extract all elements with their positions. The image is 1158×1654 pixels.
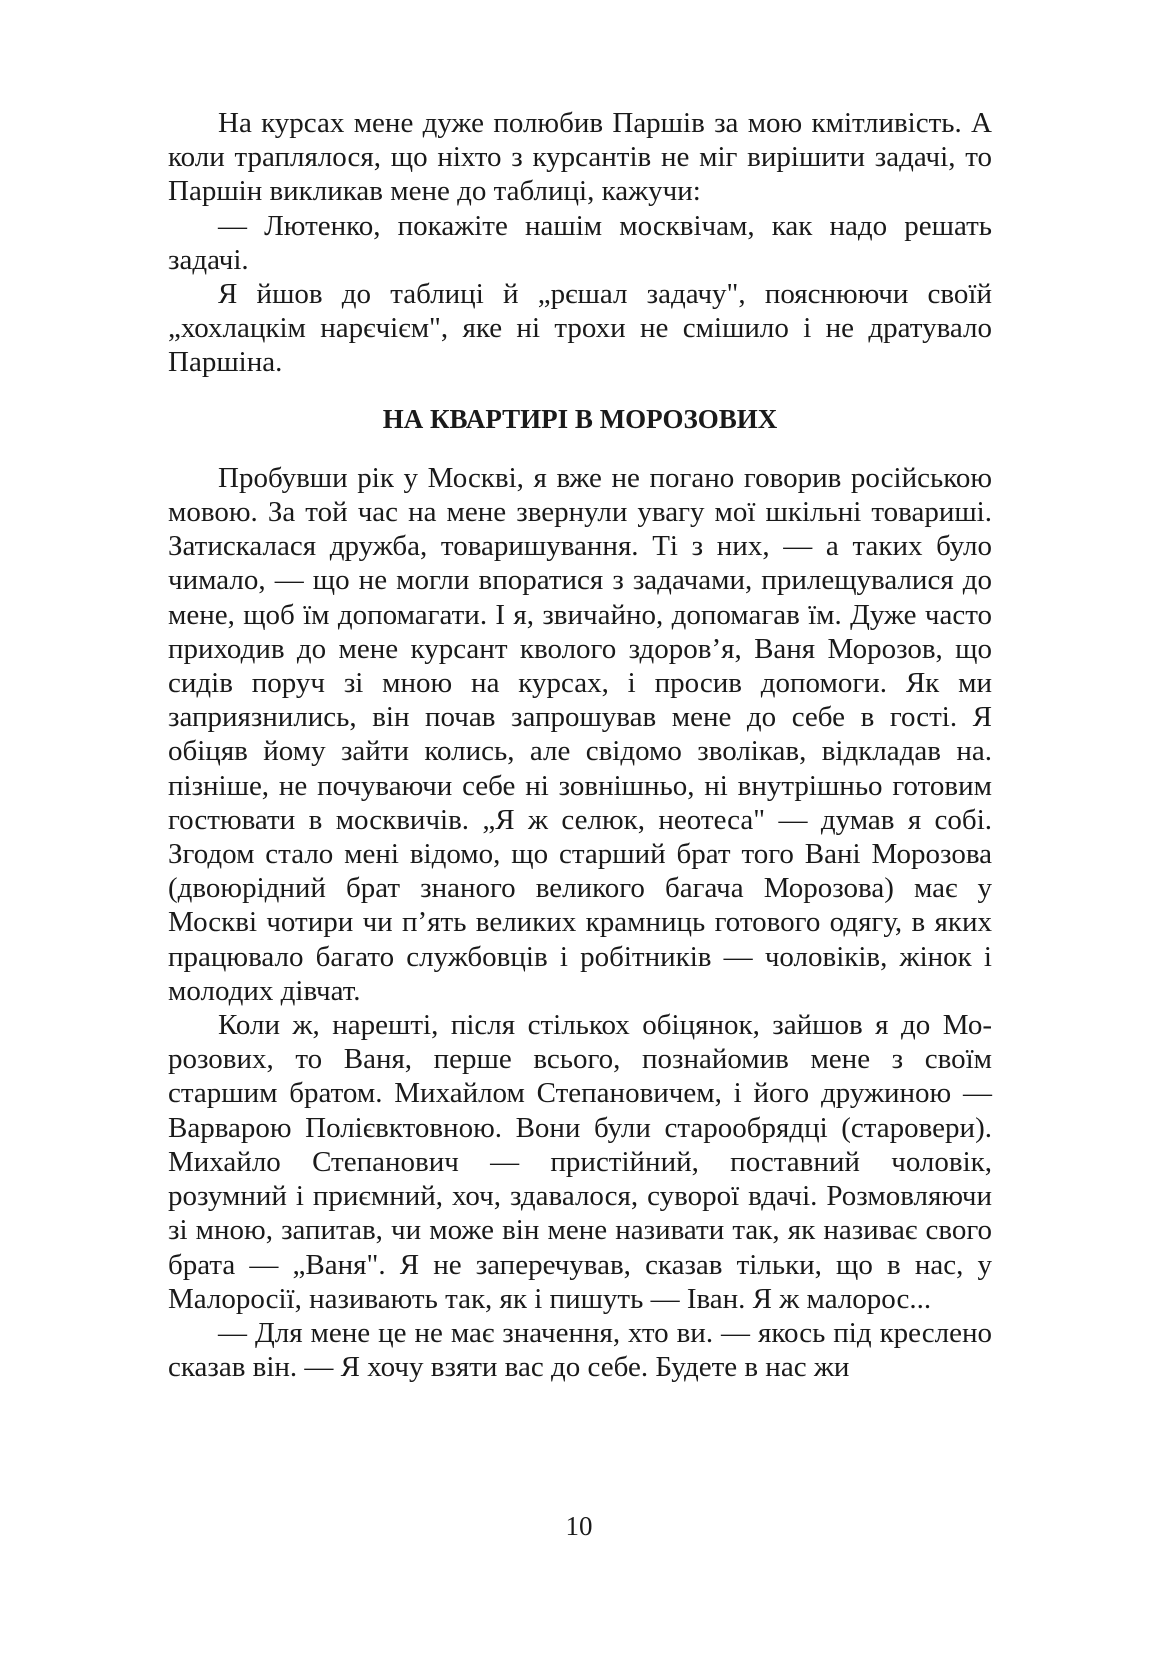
paragraph: На курсах мене дуже полюбив Паршів за мою кмітливість. А коли траплялося, що ніхто з курсантів не міг вирішити задачі, то Паршін викликав мене до таблиці, кажучи: xyxy=(168,107,992,208)
paragraph: — Для мене це не має значення, хто ви. — якось під креслено сказав він. — Я хочу взяти вас до себе. Будете в нас жи xyxy=(168,1316,992,1384)
paragraph: — Лютенко, покажіте нашім москвічам, как надо решать задачі. xyxy=(168,209,992,276)
paragraph: Я йшов до таблиці й „рєшал задачу", пояснюючи своїй „хохлацкім нарєчієм", яке ні трохи не смішило і не дратувало Паршіна. xyxy=(168,278,992,379)
text-body xyxy=(168,106,992,1384)
section-heading: НА КВАРТИРІ В МОРОЗОВИХ xyxy=(382,403,778,434)
paragraph: Пробувши рік у Москві, я вже не погано говорив російською мовою. За той час на мене звернули увагу мої шкільні товариші. Затискалася дружба, товаришування. Ті з них, — а таких було чимало, — що не могли впоратися з задачами, прилещувалися до мене, щоб їм допомагати. І я, звичайно, допомагав їм. Дуже часто приходив до мене курсант кволого здоров’я, Ваня Морозов, що сидів поруч зі мною на курсах, і просив допомоги. Як ми заприязнились, він почав запрошував мене до себе в гості. Я обіцяв йому зайти колись, але свідомо зволікав, відкладав на. пізніше, не почуваючи себе ні зовнішньо, ні внутрішньо готовим гостювати в москвичів. „Я ж селюк, неотеса" — думав я собі. Згодом стало мені відомо, що старший брат того Вані Морозова (двоюрідний брат знаного великого багача Морозова) має у Москві чотири чи п’ять великих крамниць готового одягу, в яких працювало багато службовців і робітників — чоловіків, жінок і молодих дівчат. xyxy=(168,461,992,1007)
page-number: 10 xyxy=(565,1511,593,1541)
paragraph: Коли ж, нарешті, після стількох обіцянок, зайшов я до Морозових, то Ваня, перше всього, познайомив мене з своїм старшим братом. Михайлом Степановичем, і його дружиною — Варварою Полієвктовною. Вони були старообрядці (старовери). Михайло Степанович — пристійний, поставний чоловік, розумний і приємний, хоч, здавалося, суворої вдачі. Розмовляючи зі мною, запитав, чи може він мене називати так, як називає свого брата — „Ваня". Я не заперечував, сказав тільки, що в нас, у Малоросії, називають так, як і пишуть — Іван. Я ж малорос... xyxy=(168,1009,992,1315)
